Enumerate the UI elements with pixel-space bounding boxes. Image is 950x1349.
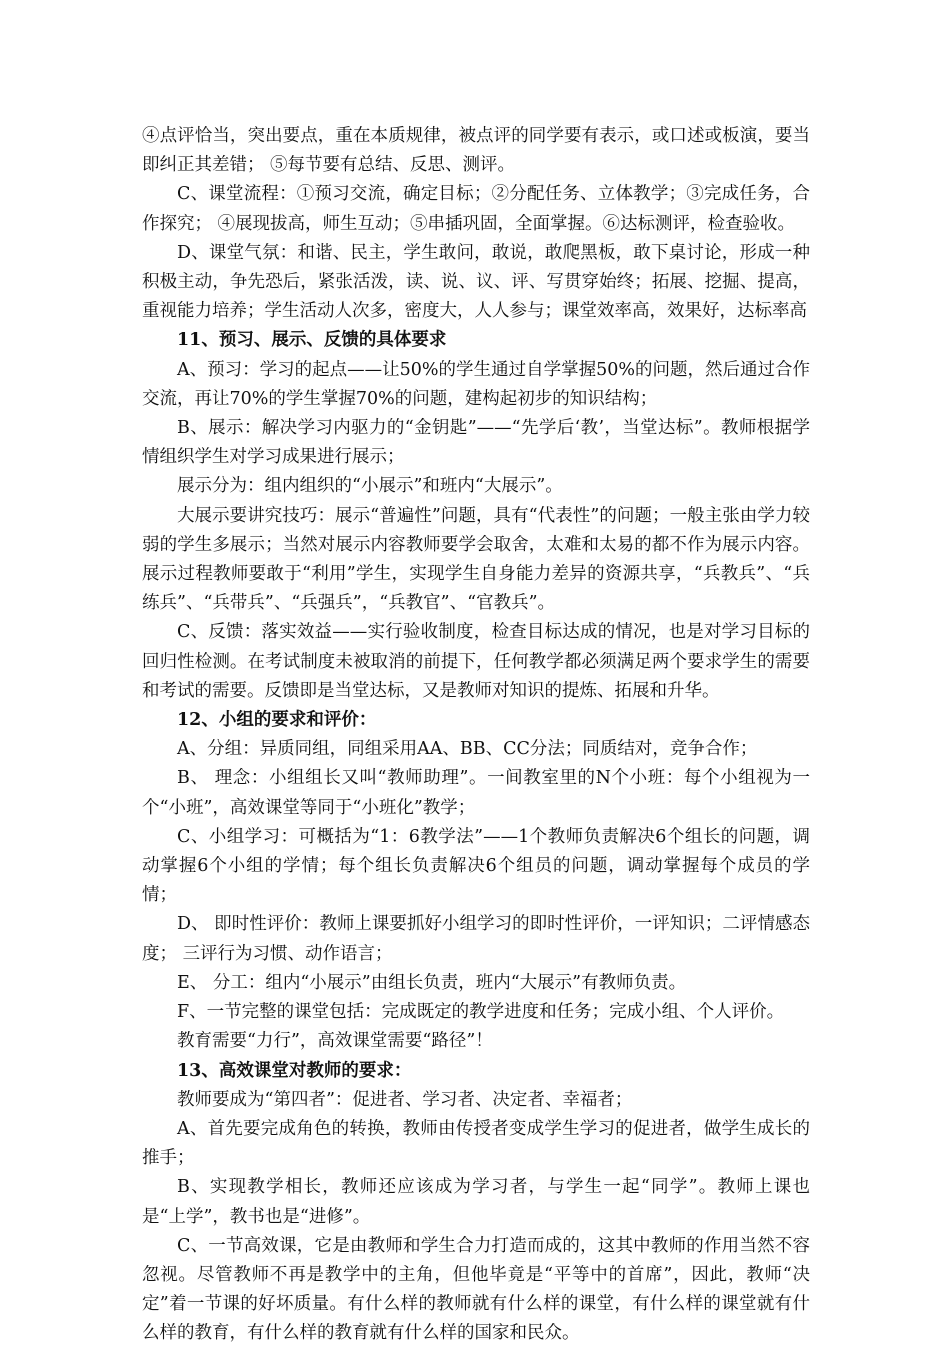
paragraph-teacher-roles: 教师要成为“第四者”：促进者、学习者、决定者、幸福者； xyxy=(177,1089,633,1110)
paragraph-instant-evaluation: D、 即时性评价：教师上课要抓好小组学习的即时性评价，一评知识；二评情感态度； 三评行为习惯、动作语言； xyxy=(142,914,810,964)
paragraph-division-of-labor: E、 分工：组内“小展示”由组长负责，班内“大展示”有教师负责。 xyxy=(177,972,687,993)
paragraph-class-atmosphere: D、课堂气氛：和谐、民主，学生敢问，敢说，敢爬黑板，敢下桌讨论，形成一种积极主动，争先恐后，紧张活泼，读、说、议、评、写贯穿始终；拓展、挖掘、提高，重视能力培养；学生活动人次多，密度大，人人参与；课堂效率高，效果好，达标率高 xyxy=(142,242,810,322)
paragraph-role-change: A、首先要完成角色的转换，教师由传授者变成学生学习的促进者，做学生成长的推手； xyxy=(142,1118,810,1169)
paragraph-grouping: A、分组：异质同组，同组采用AA、BB、CC分法；同质结对，竞争合作； xyxy=(177,739,758,760)
paragraph-complete-class: F、一节完整的课堂包括：完成既定的教学进度和任务；完成小组、个人评价。 xyxy=(177,1002,785,1023)
paragraph-feedback: C、反馈：落实效益——实行验收制度，检查目标达成的情况，也是对学习目标的回归性检测。在考试制度未被取消的前提下，任何教学都必须满足两个要求学生的需要和考试的需要。反馈即是当堂达标，又是教师对知识的提炼、拓展和升华。 xyxy=(142,622,810,701)
paragraph-class-flow: C、课堂流程：①预习交流，确定目标；②分配任务、立体教学；③完成任务，合作探究； ④展现拔高，师生互动；⑤串插巩固，全面掌握。⑥达标测评，检查验收。 xyxy=(142,184,810,234)
paragraph-display-types: 展示分为：组内组织的“小展示”和班内“大展示”。 xyxy=(177,476,563,497)
paragraph-concept: B、 理念：小组组长又叫“教师助理”。一间教室里的N个小班：每个小组视为一个“小班”，高效课堂等同于“小班化”教学； xyxy=(142,768,810,818)
paragraph-display: B、展示：解决学习内驱力的“金钥匙”——“先学后‘教’，当堂达标”。教师根据学情组织学生对学习成果进行展示； xyxy=(142,418,810,468)
section-heading-12: 12、小组的要求和评价： xyxy=(177,710,377,731)
section-heading-13: 13、高效课堂对教师的要求： xyxy=(177,1060,412,1081)
paragraph-evaluation-tail: ④点评恰当，突出要点，重在本质规律，被点评的同学要有表示，或口述或板演，要当即纠正其差错； ⑤每节要有总结、反思、测评。 xyxy=(142,126,810,176)
paragraph-efficient-class: C、一节高效课，它是由教师和学生合力打造而成的，这其中教师的作用当然不容忽视。尽管教师不再是教学中的主角，但他毕竟是“平等中的首席”，因此，教师“决定”着一节课的好坏质量。有什么样的教师就有什么样的课堂，有什么样的课堂就有什么样的教育，有什么样的教育就有什么样的国家和民众。 xyxy=(142,1235,810,1344)
paragraph-preview: A、预习：学习的起点——让50%的学生通过自学掌握50%的问题，然后通过合作交流，再让70%的学生掌握70%的问题，建构起初步的知识结构； xyxy=(142,359,810,409)
paragraph-mutual-learning: B、实现教学相长，教师还应该成为学习者，与学生一起“同学”。教师上课也是“上学”，教书也是“进修”。 xyxy=(142,1177,810,1227)
paragraph-group-learning: C、小组学习：可概括为“1：6教学法”——1个教师负责解决6个组长的问题，调动掌握6个小组的学情；每个组长负责解决6个组员的问题，调动掌握每个成员的学情； xyxy=(142,826,810,906)
paragraph-education-practice: 教育需要“力行”，高效课堂需要“路径”！ xyxy=(177,1031,493,1052)
section-heading-11: 11、预习、展示、反馈的具体要求 xyxy=(177,330,447,351)
paragraph-display-skills: 大展示要讲究技巧：展示“普遍性”问题，具有“代表性”的问题；一般主张由学力较弱的学生多展示；当然对展示内容教师要学会取舍，太难和太易的都不作为展示内容。展示过程教师要敢于“利用”学生，实现学生自身能力差异的资源共享，“兵教兵”、“兵练兵”、“兵带兵”、“兵强兵”，“兵教官”、“官教兵”。 xyxy=(142,505,810,614)
document-page xyxy=(142,122,810,1349)
